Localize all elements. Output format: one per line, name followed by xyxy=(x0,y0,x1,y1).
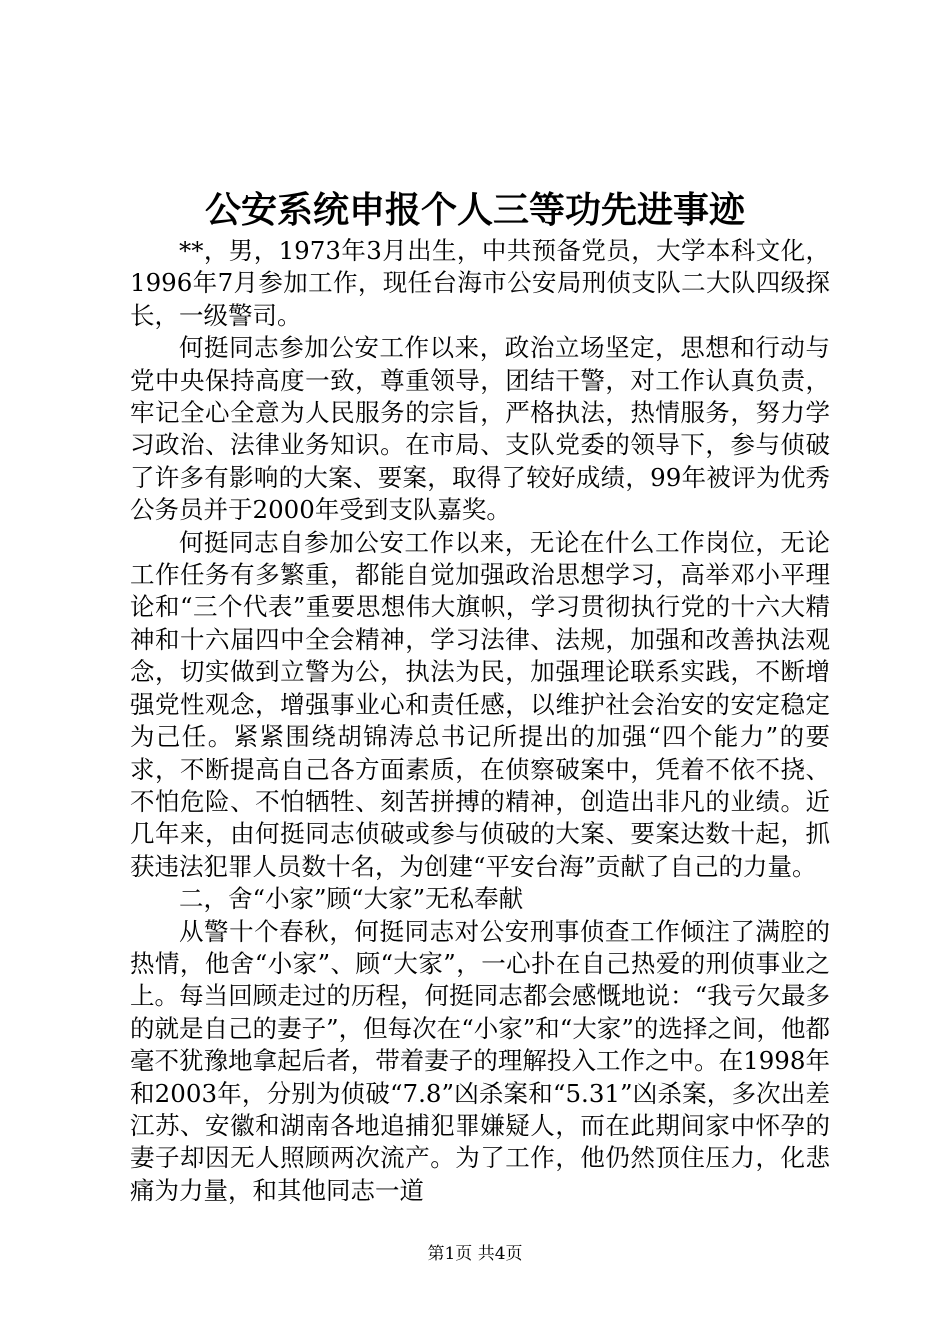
section-heading-selfless-dedication: 二，舍“小家”顾“大家”无私奉献 xyxy=(179,884,524,914)
page-number-footer: 第1页 共4页 xyxy=(427,1244,523,1264)
paragraph-family-sacrifice: 从警十个春秋，何挺同志对公安刑事侦查工作倾注了满腔的热情，他舍“小家”、顾“大家”，一心扑在自己热爱的刑侦事业之上。每当回顾走过的历程，何挺同志都会感慨地说：“我亏欠最多的就是自己的妻子”，但每次在“小家”和“大家”的选择之间，他都毫不犹豫地拿起后者，带着妻子的理解投入工作之中。在1998年和2003年，分别为侦破“7.8”凶杀案和“5.31”凶杀案，多次出差江苏、安徽和湖南各地追捕犯罪嫌疑人，而在此期间家中怀孕的妻子却因无人照顾两次流产。为了工作，他仍然顶住压力，化悲痛为力量，和其他同志一道 xyxy=(130,916,830,1205)
paragraph-study-and-achievements: 何挺同志自参加公安工作以来，无论在什么工作岗位，无论工作任务有多繁重，都能自觉加强政治思想学习，高举邓小平理论和“三个代表”重要思想伟大旗帜，学习贯彻执行党的十六大精神和十六届四中全会精神，学习法律、法规，加强和改善执法观念，切实做到立警为公，执法为民，加强理论联系实践，不断增强党性观念，增强事业心和责任感，以维护社会治安的安定稳定为己任。紧紧围绕胡锦涛总书记所提出的加强“四个能力”的要求，不断提高自己各方面素质，在侦察破案中，凭着不依不挠、不怕危险、不怕牺牲、刻苦拼搏的精神，创造出非凡的业绩。近几年来，由何挺同志侦破或参与侦破的大案、要案达数十起，抓获违法犯罪人员数十名，为创建“平安台海”贡献了自己的力量。 xyxy=(130,527,830,881)
paragraph-intro: **，男，1973年3月出生，中共预备党员，大学本科文化，1996年7月参加工作，现任台海市公安局刑侦支队二大队四级探长，一级警司。 xyxy=(130,236,830,330)
paragraph-political-stance: 何挺同志参加公安工作以来，政治立场坚定，思想和行动与党中央保持高度一致，尊重领导，团结干警，对工作认真负责，牢记全心全意为人民服务的宗旨，严格执法，热情服务，努力学习政治、法律业务知识。在市局、支队党委的领导下，参与侦破了许多有影响的大案、要案，取得了较好成绩，99年被评为优秀公务员并于2000年受到支队嘉奖。 xyxy=(130,333,830,525)
document-title: 公安系统申报个人三等功先进事迹 xyxy=(204,189,745,231)
document-body xyxy=(130,235,830,1207)
